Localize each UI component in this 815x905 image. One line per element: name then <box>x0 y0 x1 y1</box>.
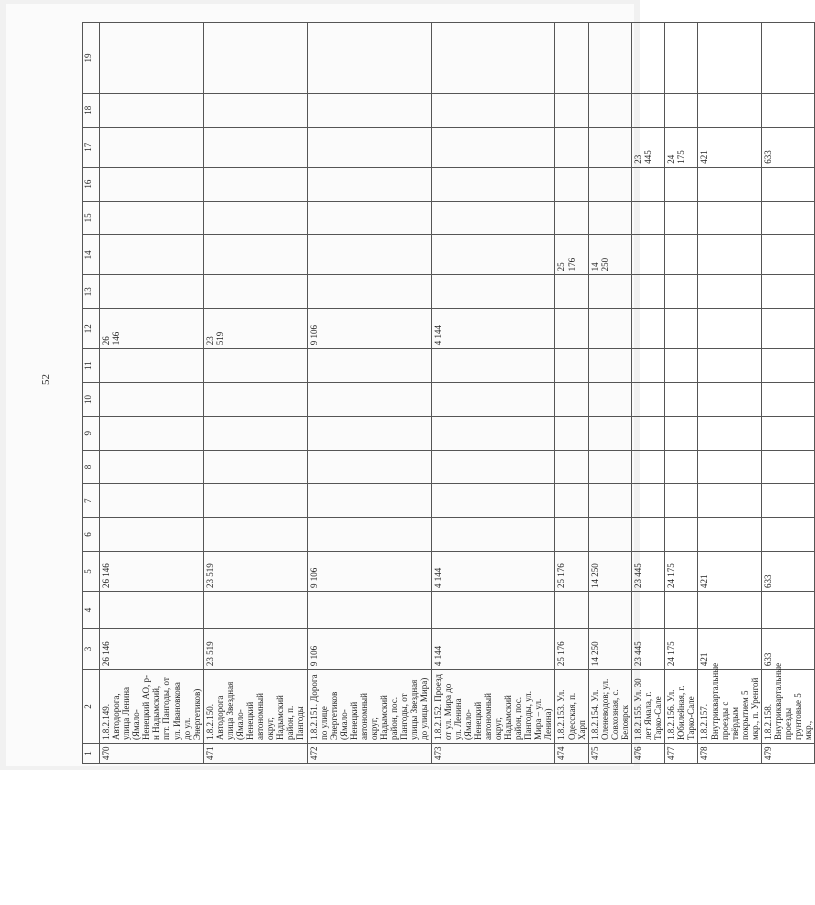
column-number-header: 14 <box>83 235 100 275</box>
row-number-cell: 471 <box>203 743 307 763</box>
empty-cell <box>698 450 761 484</box>
empty-cell <box>431 23 555 94</box>
empty-cell <box>431 484 555 518</box>
value-cell <box>555 309 588 349</box>
empty-cell <box>698 275 761 309</box>
empty-cell <box>761 484 814 518</box>
empty-cell <box>307 201 431 235</box>
empty-cell <box>100 23 204 94</box>
column-number-header: 5 <box>83 551 100 591</box>
value-cell <box>665 235 698 275</box>
table-row <box>588 23 631 764</box>
column-number-header: 17 <box>83 127 100 167</box>
table-row <box>761 23 814 764</box>
empty-cell <box>307 518 431 552</box>
value-cell: 23 519 <box>203 551 307 591</box>
empty-cell <box>307 23 431 94</box>
row-number-cell: 474 <box>555 743 588 763</box>
empty-cell <box>631 450 664 484</box>
empty-cell <box>588 349 631 383</box>
empty-cell <box>698 93 761 127</box>
value-cell: 633 <box>761 127 814 167</box>
empty-cell <box>588 591 631 628</box>
empty-cell <box>100 383 204 417</box>
empty-cell <box>555 23 588 94</box>
empty-cell <box>631 23 664 94</box>
column-number-header: 9 <box>83 416 100 450</box>
empty-cell <box>555 416 588 450</box>
value-cell <box>588 309 631 349</box>
empty-cell <box>665 591 698 628</box>
empty-cell <box>631 93 664 127</box>
value-cell <box>431 235 555 275</box>
empty-cell <box>665 275 698 309</box>
empty-cell <box>203 201 307 235</box>
empty-cell <box>431 275 555 309</box>
row-number-cell: 479 <box>761 743 814 763</box>
value-cell: 633 <box>761 551 814 591</box>
table-row <box>203 23 307 764</box>
value-cell <box>588 127 631 167</box>
empty-cell <box>203 518 307 552</box>
empty-cell <box>665 23 698 94</box>
empty-cell <box>203 484 307 518</box>
value-cell <box>100 235 204 275</box>
empty-cell <box>431 93 555 127</box>
empty-cell <box>588 450 631 484</box>
empty-cell <box>203 167 307 201</box>
empty-cell <box>665 167 698 201</box>
empty-cell <box>555 450 588 484</box>
empty-cell <box>698 23 761 94</box>
value-cell <box>307 127 431 167</box>
value-cell: 4 144 <box>431 309 555 349</box>
empty-cell <box>431 416 555 450</box>
empty-cell <box>307 167 431 201</box>
empty-cell <box>555 349 588 383</box>
empty-cell <box>555 484 588 518</box>
empty-cell <box>631 416 664 450</box>
empty-cell <box>588 23 631 94</box>
object-name-cell: 1.8.2.156. Ул. Юбилейная, г. Тарко-Сале <box>665 670 698 744</box>
value-cell: 14 250 <box>588 551 631 591</box>
table-row <box>431 23 555 764</box>
table-row <box>100 23 204 764</box>
empty-cell <box>761 383 814 417</box>
value-cell: 421 <box>698 127 761 167</box>
empty-cell <box>203 591 307 628</box>
value-cell: 14 250 <box>588 235 631 275</box>
column-number-header: 6 <box>83 518 100 552</box>
value-cell: 23 445 <box>631 628 664 669</box>
empty-cell <box>665 450 698 484</box>
value-cell: 4 144 <box>431 551 555 591</box>
empty-cell <box>431 383 555 417</box>
empty-cell <box>431 349 555 383</box>
value-cell: 9 106 <box>307 628 431 669</box>
column-number-header: 13 <box>83 275 100 309</box>
value-cell <box>100 127 204 167</box>
object-name-cell: 1.8.2.153. Ул. Одесская, п. Харп <box>555 670 588 744</box>
empty-cell <box>203 23 307 94</box>
empty-cell <box>631 518 664 552</box>
value-cell <box>631 309 664 349</box>
empty-cell <box>698 591 761 628</box>
value-cell: 14 250 <box>588 628 631 669</box>
empty-cell <box>555 201 588 235</box>
table-row <box>698 23 761 764</box>
empty-cell <box>588 484 631 518</box>
empty-cell <box>761 591 814 628</box>
empty-cell <box>431 518 555 552</box>
empty-cell <box>431 591 555 628</box>
table-row <box>307 23 431 764</box>
value-cell: 23 445 <box>631 551 664 591</box>
value-cell <box>761 235 814 275</box>
empty-cell <box>555 591 588 628</box>
empty-cell <box>761 167 814 201</box>
empty-cell <box>307 93 431 127</box>
empty-cell <box>203 416 307 450</box>
column-number-header: 4 <box>83 591 100 628</box>
empty-cell <box>631 167 664 201</box>
value-cell: 421 <box>698 551 761 591</box>
column-number-header: 15 <box>83 201 100 235</box>
value-cell: 421 <box>698 628 761 669</box>
value-cell <box>555 127 588 167</box>
column-number-header: 16 <box>83 167 100 201</box>
empty-cell <box>698 416 761 450</box>
empty-cell <box>698 383 761 417</box>
empty-cell <box>203 275 307 309</box>
object-name-cell: 1.8.2.150. Автодорога улица Звездная (Ямало-Ненецкий автономный округ, Надымский район, п. Пангоды <box>203 670 307 744</box>
column-number-header: 18 <box>83 93 100 127</box>
empty-cell <box>100 93 204 127</box>
column-number-header: 19 <box>83 23 100 94</box>
column-number-header: 3 <box>83 628 100 669</box>
empty-cell <box>588 383 631 417</box>
value-cell <box>307 235 431 275</box>
empty-cell <box>431 450 555 484</box>
table-row <box>665 23 698 764</box>
row-number-cell: 472 <box>307 743 431 763</box>
empty-cell <box>698 201 761 235</box>
empty-cell <box>631 484 664 518</box>
empty-cell <box>761 518 814 552</box>
empty-cell <box>761 416 814 450</box>
value-cell: 4 144 <box>431 628 555 669</box>
object-name-cell: 1.8.2.155. Ул. 30 лет Ямала, г. Тарко-Сале <box>631 670 664 744</box>
empty-cell <box>555 93 588 127</box>
column-number-header: 1 <box>83 743 100 763</box>
empty-cell <box>307 484 431 518</box>
row-number-cell: 475 <box>588 743 631 763</box>
value-cell: 25 176 <box>555 628 588 669</box>
empty-cell <box>100 167 204 201</box>
value-cell: 24 175 <box>665 551 698 591</box>
table-row <box>631 23 664 764</box>
empty-cell <box>307 383 431 417</box>
empty-cell <box>665 484 698 518</box>
empty-cell <box>665 93 698 127</box>
empty-cell <box>307 275 431 309</box>
empty-cell <box>761 23 814 94</box>
empty-cell <box>631 275 664 309</box>
value-cell <box>631 235 664 275</box>
empty-cell <box>100 484 204 518</box>
empty-cell <box>555 275 588 309</box>
value-cell: 24 175 <box>665 127 698 167</box>
object-name-cell: 1.8.2.154. Ул. Оленеводов; ул. Совхозная, с. Белоярск <box>588 670 631 744</box>
value-cell <box>698 235 761 275</box>
value-cell: 25 176 <box>555 551 588 591</box>
empty-cell <box>588 167 631 201</box>
empty-cell <box>555 167 588 201</box>
empty-cell <box>100 518 204 552</box>
column-number-header: 2 <box>83 670 100 744</box>
empty-cell <box>631 591 664 628</box>
empty-cell <box>761 349 814 383</box>
page-number: 52 <box>40 374 52 385</box>
value-cell <box>698 309 761 349</box>
column-number-header: 12 <box>83 309 100 349</box>
empty-cell <box>588 201 631 235</box>
data-table <box>82 22 815 764</box>
column-number-header: 7 <box>83 484 100 518</box>
empty-cell <box>588 93 631 127</box>
object-name-cell: 1.8.2.157. Внутриквартальные проезды с твёрдым покрытием 5 мкр., п. Уренгой <box>698 670 761 744</box>
empty-cell <box>203 450 307 484</box>
row-number-cell: 477 <box>665 743 698 763</box>
empty-cell <box>431 167 555 201</box>
empty-cell <box>100 201 204 235</box>
empty-cell <box>555 518 588 552</box>
empty-cell <box>588 518 631 552</box>
empty-cell <box>307 349 431 383</box>
empty-cell <box>698 518 761 552</box>
empty-cell <box>761 275 814 309</box>
empty-cell <box>665 201 698 235</box>
table-row <box>555 23 588 764</box>
object-name-cell: 1.8.2.151. Дорога по улице Энергетиков (Ямало-Ненецкий автономный округ, Надымский район, пос. Пангоды, от улицы Звездная до улицы Мира) <box>307 670 431 744</box>
column-number-header: 8 <box>83 450 100 484</box>
value-cell: 26 146 <box>100 309 204 349</box>
empty-cell <box>100 416 204 450</box>
empty-cell <box>431 201 555 235</box>
empty-cell <box>631 201 664 235</box>
empty-cell <box>665 349 698 383</box>
object-name-cell: 1.8.2.149. Автодорога, улица Ленина (Ямало-Ненецкий АО, р-н Надымский, пгт. Пангоды, от ул. Ивановкова до ул. Энергетиков) <box>100 670 204 744</box>
empty-cell <box>100 275 204 309</box>
empty-cell <box>307 416 431 450</box>
column-number-header: 10 <box>83 383 100 417</box>
empty-cell <box>761 201 814 235</box>
value-cell: 26 146 <box>100 551 204 591</box>
value-cell <box>203 127 307 167</box>
row-number-cell: 476 <box>631 743 664 763</box>
value-cell <box>431 127 555 167</box>
empty-cell <box>203 383 307 417</box>
object-name-cell: 1.8.2.152. Проезд от ул. Мира до ул. Ленина (Ямало-Ненецкий автономный округ, Надымский район, пос. Пангоды, ул. Мира – ул. Ленина) <box>431 670 555 744</box>
empty-cell <box>665 416 698 450</box>
row-number-cell: 478 <box>698 743 761 763</box>
empty-cell <box>761 93 814 127</box>
column-number-header: 11 <box>83 349 100 383</box>
row-number-cell: 470 <box>100 743 204 763</box>
value-cell: 633 <box>761 628 814 669</box>
empty-cell <box>631 349 664 383</box>
value-cell: 23 445 <box>631 127 664 167</box>
table-header-row <box>83 23 100 764</box>
empty-cell <box>698 167 761 201</box>
empty-cell <box>100 450 204 484</box>
rotated-table-container <box>82 22 814 764</box>
empty-cell <box>698 349 761 383</box>
value-cell <box>761 309 814 349</box>
row-number-cell: 473 <box>431 743 555 763</box>
empty-cell <box>631 383 664 417</box>
empty-cell <box>665 518 698 552</box>
empty-cell <box>555 383 588 417</box>
value-cell: 25 176 <box>555 235 588 275</box>
value-cell: 24 175 <box>665 628 698 669</box>
empty-cell <box>203 349 307 383</box>
empty-cell <box>588 416 631 450</box>
empty-cell <box>203 93 307 127</box>
empty-cell <box>307 591 431 628</box>
empty-cell <box>100 591 204 628</box>
empty-cell <box>665 383 698 417</box>
value-cell: 23 519 <box>203 309 307 349</box>
value-cell: 23 519 <box>203 628 307 669</box>
empty-cell <box>698 484 761 518</box>
object-name-cell: 1.8.2.158. Внутриквартальные проезды грунтовые 5 мкр., <box>761 670 814 744</box>
value-cell: 26 146 <box>100 628 204 669</box>
empty-cell <box>588 275 631 309</box>
value-cell <box>665 309 698 349</box>
value-cell <box>203 235 307 275</box>
empty-cell <box>100 349 204 383</box>
empty-cell <box>307 450 431 484</box>
value-cell: 9 106 <box>307 551 431 591</box>
value-cell: 9 106 <box>307 309 431 349</box>
empty-cell <box>761 450 814 484</box>
